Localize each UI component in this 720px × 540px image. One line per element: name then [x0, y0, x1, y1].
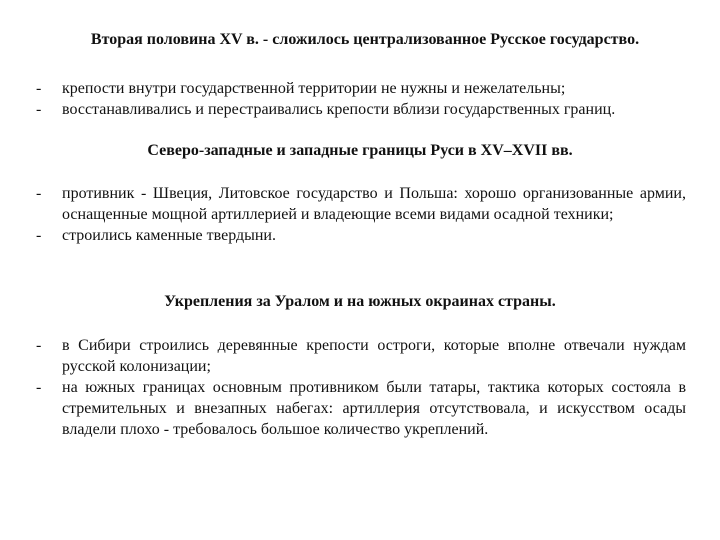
list-item-text: крепости внутри государственной территории не нужны и нежелательны;	[62, 80, 566, 97]
bullet-dash: -	[36, 80, 42, 97]
bullet-dash: -	[36, 227, 42, 244]
list-item	[36, 183, 686, 225]
list-item	[36, 225, 686, 246]
list-item	[36, 78, 686, 99]
bullet-dash: -	[36, 379, 42, 396]
bullet-list-centralized-state	[36, 78, 686, 120]
bullet-dash: -	[36, 185, 42, 202]
list-item-text: противник - Швеция, Литовское государство и Польша: хорошо организованные армии, оснащенные мощной артиллерией и владеющие всеми видами осадной техники;	[62, 185, 686, 223]
bullet-list-ural-south	[36, 335, 686, 440]
list-item-text: в Сибири строились деревянные крепости остроги, которые вполне отвечали нуждам русской колонизации;	[62, 337, 686, 375]
list-item	[36, 99, 686, 120]
bullet-list-northwest-borders	[36, 183, 686, 246]
section-heading-northwest-borders: Северо-западные и западные границы Руси в XV–XVII вв.	[147, 142, 573, 159]
section-heading-ural-south: Укрепления за Уралом и на южных окраинах страны.	[164, 293, 556, 310]
bullet-dash: -	[36, 101, 42, 118]
list-item-text: восстанавливались и перестраивались крепости вблизи государственных границ.	[62, 101, 616, 118]
list-item	[36, 335, 686, 377]
list-item	[36, 377, 686, 440]
list-item-text: на южных границах основным противником были татары, тактика которых состояла в стремительных и внезапных набегах: артиллерия отсутствовала, и искусством осады владели плохо - требовалось большое количество укреплений.	[62, 379, 686, 438]
list-item-text: строились каменные твердыни.	[62, 227, 276, 244]
bullet-dash: -	[36, 337, 42, 354]
section-heading-centralized-state: Вторая половина XV в. - сложилось централизованное Русское государство.	[90, 31, 640, 48]
